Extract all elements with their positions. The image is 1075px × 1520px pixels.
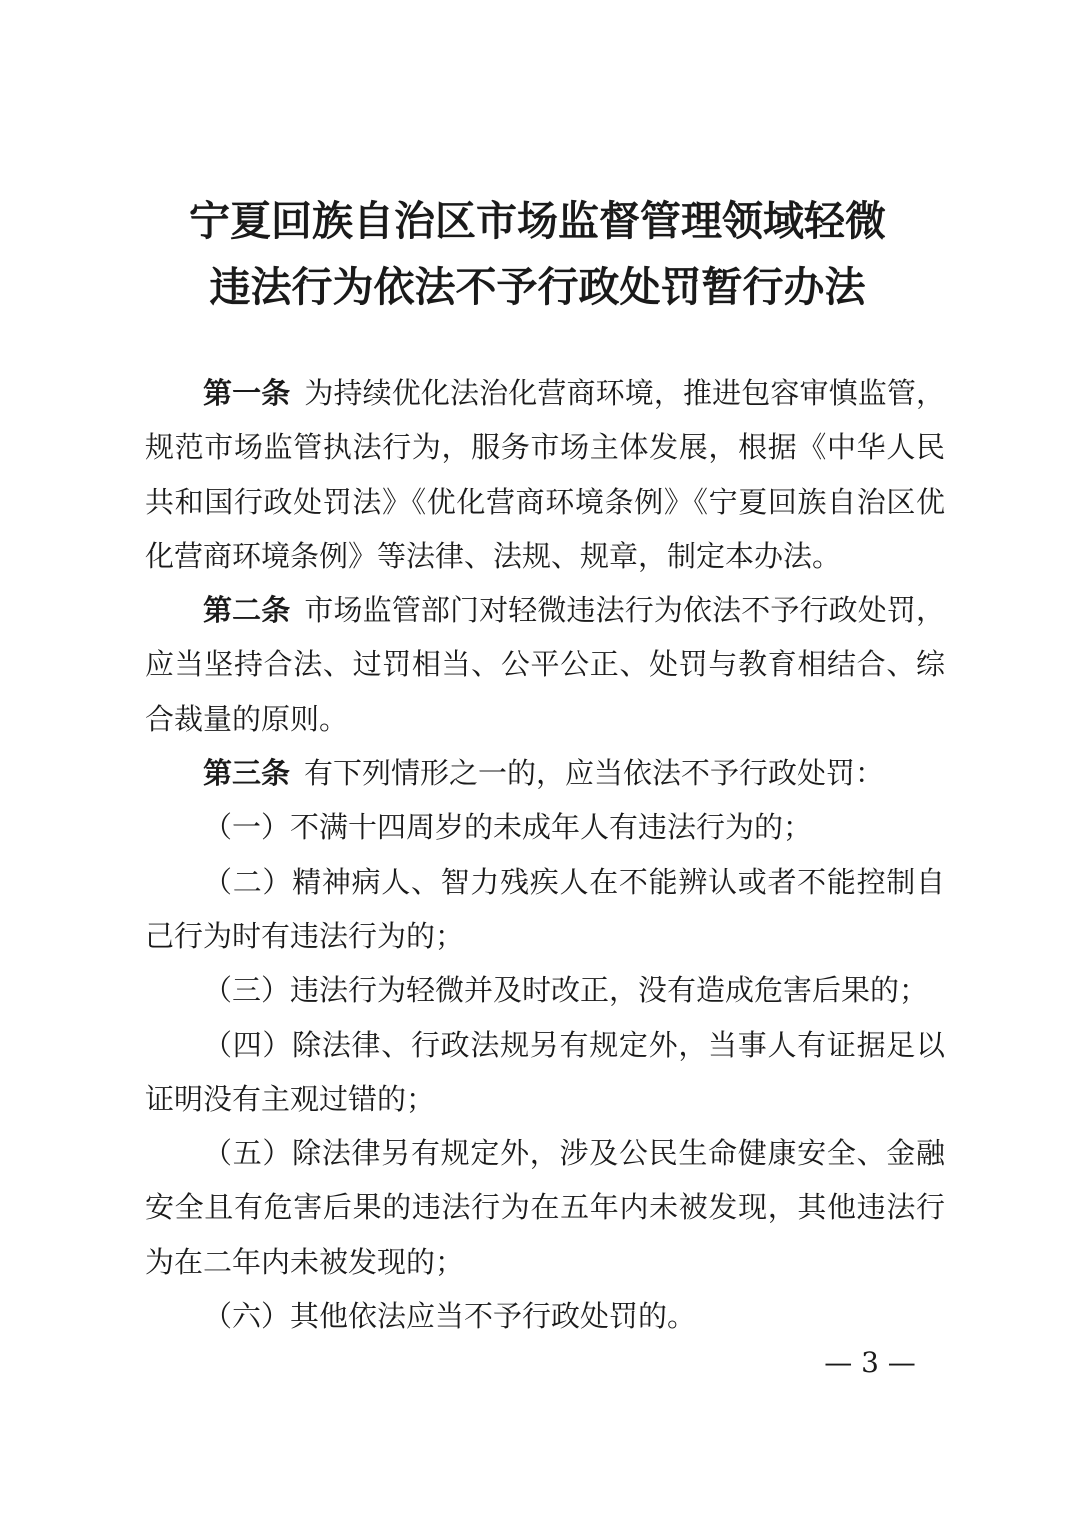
title-line-1: 宁夏回族自治区市场监督管理领域轻微 <box>189 197 886 245</box>
list-item: （四）除法律、行政法规另有规定外，当事人有证据足以证明没有主观过错的； <box>145 1027 945 1116</box>
page-number: — 3 — <box>824 1346 916 1379</box>
list-item: （三）违法行为轻微并及时改正，没有造成危害后果的； <box>203 973 929 1008</box>
title-line-2: 违法行为依法不予行政处罚暂行办法 <box>209 263 866 311</box>
document-title <box>0 188 1075 320</box>
article-2-label: 第二条 <box>203 593 291 628</box>
article-2-text: 市场监管部门对轻微违法行为依法不予行政处罚，应当坚持合法、过罚相当、公平公正、处罚与教育相结合、综合裁量的原则。 <box>145 593 945 736</box>
list-item: （二）精神病人、智力残疾人在不能辨认或者不能控制自己行为时有违法行为的； <box>145 864 945 953</box>
article-2 <box>145 583 945 746</box>
list-item: （五）除法律另有规定外，涉及公民生命健康安全、金融安全且有危害后果的违法行为在五年内未被发现，其他违法行为在二年内未被发现的； <box>145 1136 945 1279</box>
article-1-text: 为持续优化法治化营商环境，推进包容审慎监管，规范市场监管执法行为，服务市场主体发展，根据《中华人民共和国行政处罚法》《优化营商环境条例》《宁夏回族自治区优化营商环境条例》等法律、法规、规章，制定本办法。 <box>145 376 945 573</box>
article-3 <box>145 746 945 800</box>
article-3-text: 有下列情形之一的，应当依法不予行政处罚： <box>304 756 885 791</box>
list-item: （六）其他依法应当不予行政处罚的。 <box>203 1299 697 1334</box>
list-item: （一）不满十四周岁的未成年人有违法行为的； <box>203 810 813 845</box>
document-body <box>145 366 945 1343</box>
article-3-label: 第三条 <box>203 756 291 791</box>
article-1-label: 第一条 <box>203 376 291 410</box>
article-1 <box>145 366 945 583</box>
